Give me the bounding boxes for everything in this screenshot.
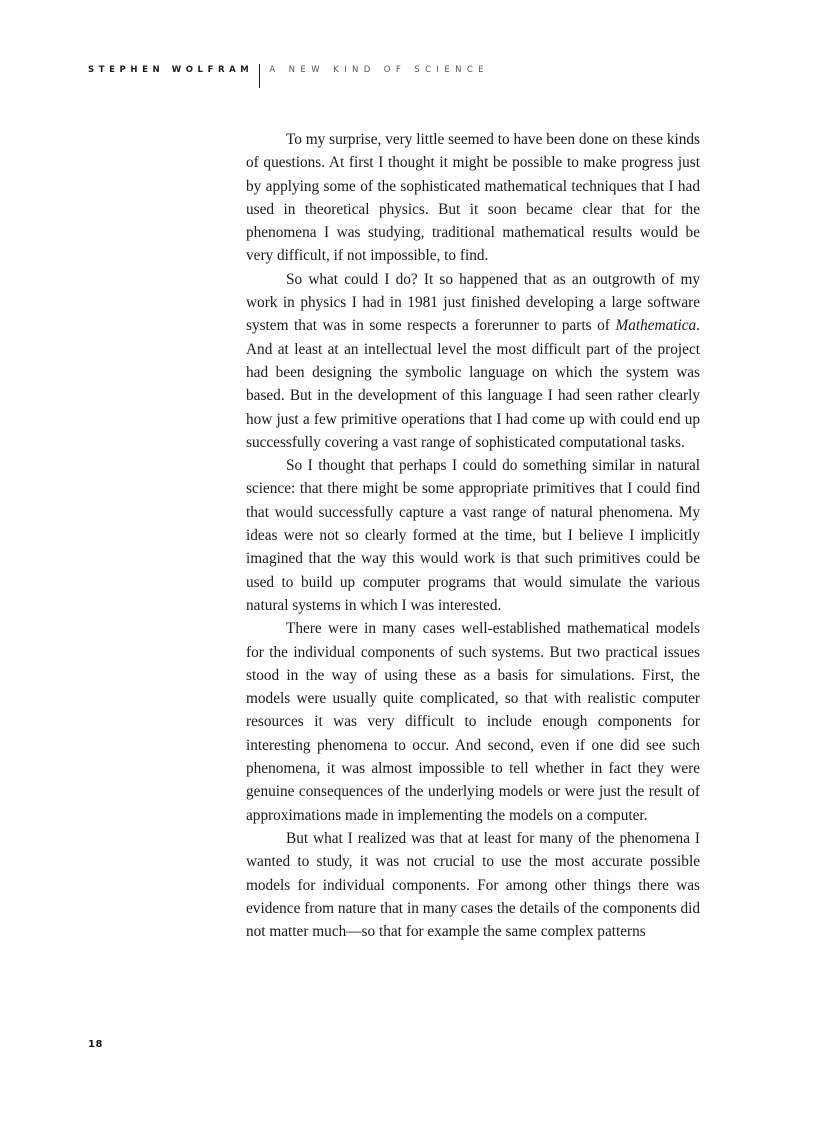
paragraph-1: To my surprise, very little seemed to have been done on these kinds of questions. At first I thought it might be possible to make progress just by applying some of the sophisticated mathematical techniques that I had used in theoretical physics. But it soon became clear that for the phenomena I was studying, traditional mathematical results would be very difficult, if not impossible, to find.	[246, 131, 700, 265]
mathematica-emphasis: Mathematica	[615, 317, 697, 335]
running-head	[88, 64, 489, 88]
paragraph-3: So I thought that perhaps I could do something similar in natural science: that there might be some appropriate primitives that I could find that would successfully capture a vast range of natural phenomena. My ideas were not so clearly formed at the time, but I believe I implicitly imagined that the way this would work is that such primitives could be used to build up computer programs that would simulate the various natural systems in which I was interested.	[246, 457, 700, 614]
running-head-book-title: A NEW KIND OF SCIENCE	[269, 65, 489, 75]
paragraph-2-before: So what could I do? It so happened that as an outgrowth of my work in physics I had in 1981 just finished developing a large software system that was in some respects a forerunner to parts of	[246, 270, 700, 335]
body-text	[246, 128, 700, 943]
page-number: 18	[88, 1039, 103, 1050]
running-head-divider	[259, 64, 260, 88]
paragraph-2-after: . And at least at an intellectual level the most difficult part of the project had been designing the symbolic language on which the system was based. But in the development of this language I had seen rather clearly how just a few primitive operations that I had come up with could end up successfully covering a vast range of sophisticated computational tasks.	[246, 317, 700, 451]
paragraph-2	[246, 268, 700, 454]
running-head-author: STEPHEN WOLFRAM	[88, 65, 254, 75]
paragraph-5: But what I realized was that at least for many of the phenomena I wanted to study, it was not crucial to use the most accurate possible models for individual components. For among other things there was evidence from nature that in many cases the details of the components did not matter much—so that for example the same complex patterns	[246, 829, 700, 941]
paragraph-4: There were in many cases well-established mathematical models for the individual components of such systems. But two practical issues stood in the way of using these as a basis for simulations. First, the models were usually quite complicated, so that with realistic computer resources it was very difficult to include enough components for interesting phenomena to occur. And second, even if one did see such phenomena, it was almost impossible to tell whether in fact they were genuine consequences of the underlying models or were just the result of approximations made in implementing the models on a computer.	[246, 620, 700, 824]
